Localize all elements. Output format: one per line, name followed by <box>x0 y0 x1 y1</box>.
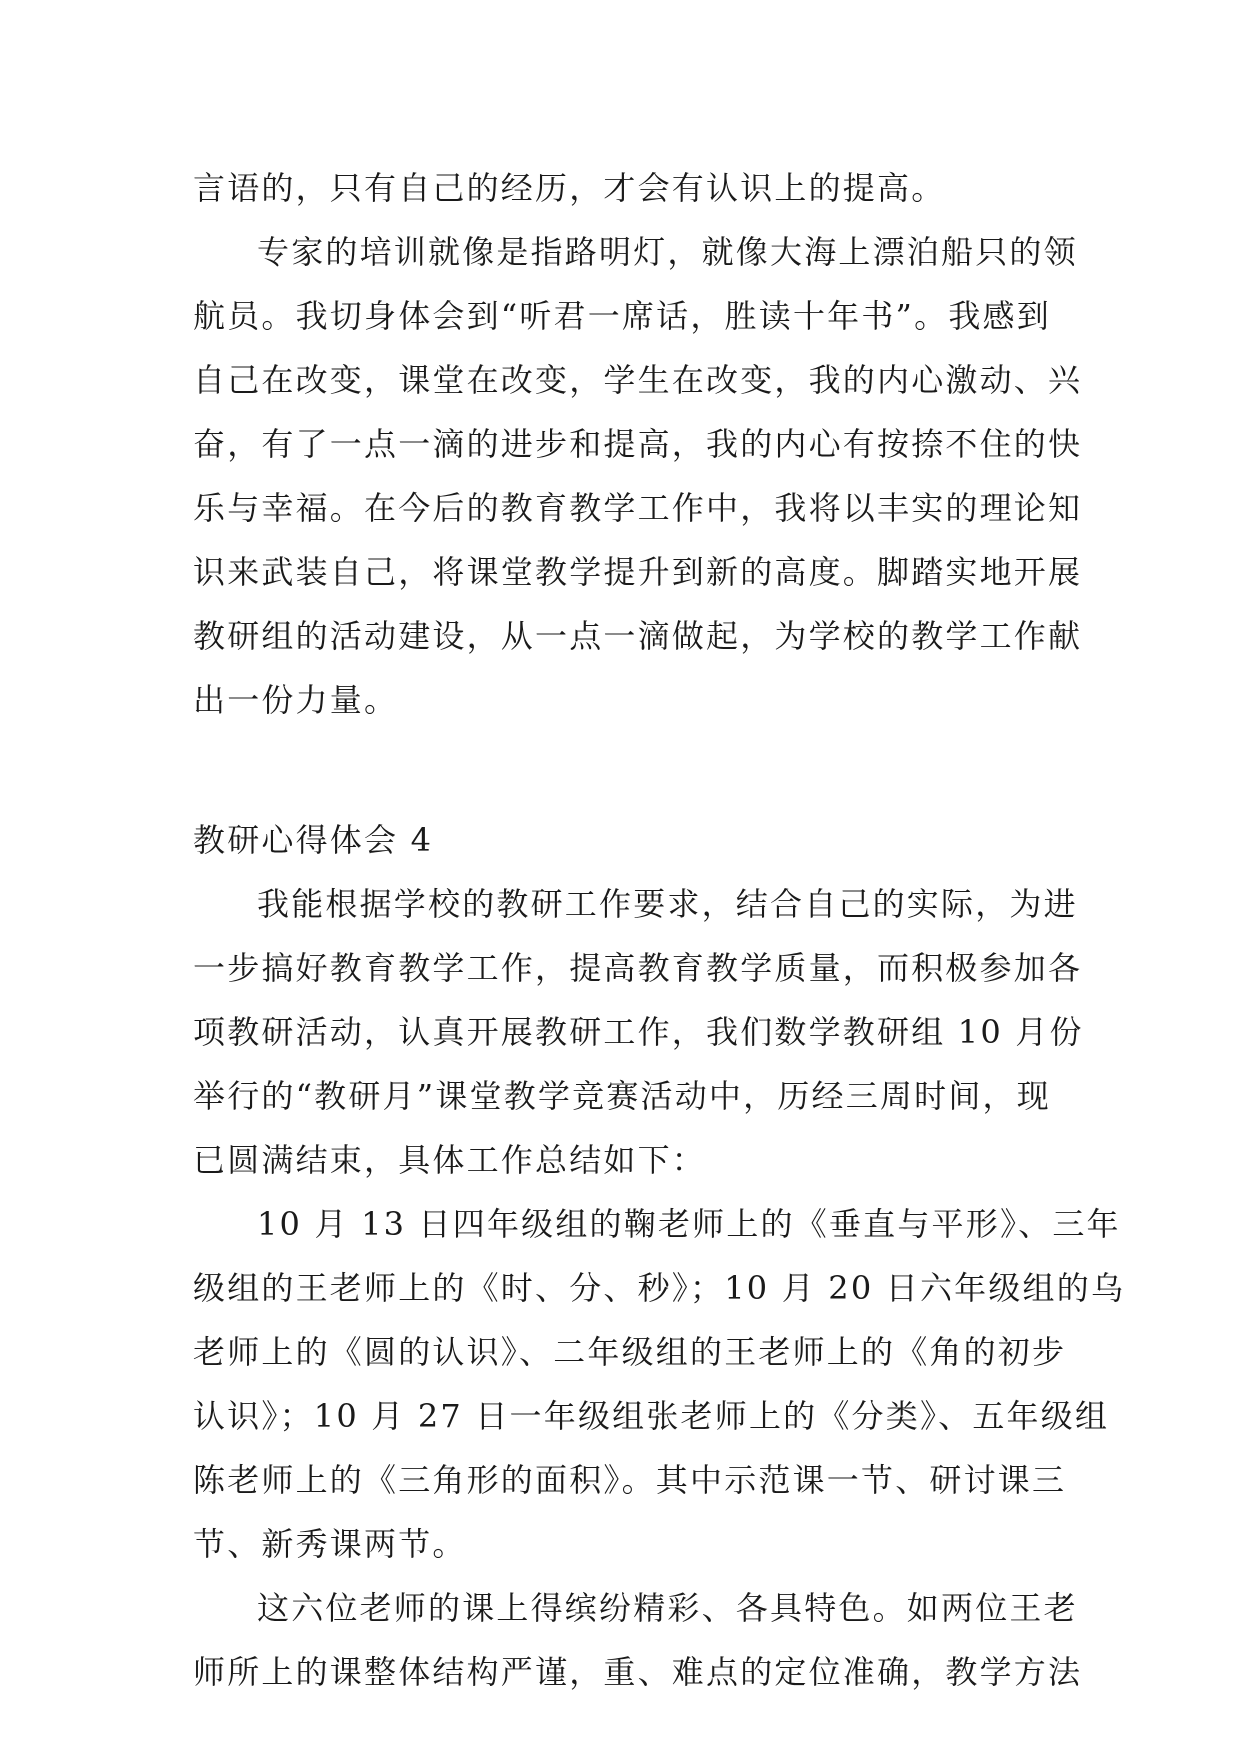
text-line: 师所上的课整体结构严谨，重、难点的定位准确，教学方法 <box>193 1653 1083 1691</box>
text-line: 航员。我切身体会到“听君一席话，胜读十年书”。我感到 <box>193 297 1051 335</box>
paragraph-start-line: 专家的培训就像是指路明灯，就像大海上漂泊船只的领 <box>257 233 1078 271</box>
text-line: 项教研活动，认真开展教研工作，我们数学教研组 10 月份 <box>193 1013 1084 1051</box>
text-line: 老师上的《圆的认识》、二年级组的王老师上的《角的初步 <box>193 1333 1067 1371</box>
text-line: 言语的，只有自己的经历，才会有认识上的提高。 <box>193 169 946 207</box>
section-gap <box>193 732 1053 808</box>
text-line: 出一份力量。 <box>193 681 399 719</box>
text-line: 陈老师上的《三角形的面积》。其中示范课一节、研讨课三 <box>193 1461 1067 1499</box>
text-line: 认识》；10 月 27 日一年级组张老师上的《分类》、五年级组 <box>193 1397 1110 1435</box>
text-line: 奋，有了一点一滴的进步和提高，我的内心有按捺不住的快 <box>193 425 1083 463</box>
text-line: 节、新秀课两节。 <box>193 1525 467 1563</box>
text-line: 已圆满结束，具体工作总结如下： <box>193 1141 707 1179</box>
text-line: 级组的王老师上的《时、分、秒》；10 月 20 日六年级组的乌 <box>193 1269 1126 1307</box>
paragraph-start-line: 10 月 13 日四年级组的鞠老师上的《垂直与平形》、三年 <box>257 1205 1121 1243</box>
text-line: 识来武装自己，将课堂教学提升到新的高度。脚踏实地开展 <box>193 553 1083 591</box>
text-line: 乐与幸福。在今后的教育教学工作中，我将以丰实的理论知 <box>193 489 1083 527</box>
text-line: 教研组的活动建设，从一点一滴做起，为学校的教学工作献 <box>193 617 1083 655</box>
text-line: 自己在改变，课堂在改变，学生在改变，我的内心激动、兴 <box>193 361 1083 399</box>
text-line: 举行的“教研月”课堂教学竞赛活动中，历经三周时间，现 <box>193 1077 1051 1115</box>
document-body <box>193 156 1126 1704</box>
paragraph-start-line: 我能根据学校的教研工作要求，结合自己的实际，为进 <box>257 885 1078 923</box>
text-line: 一步搞好教育教学工作，提高教育教学质量，而积极参加各 <box>193 949 1083 987</box>
section-heading: 教研心得体会 4 <box>193 821 434 859</box>
paragraph-start-line: 这六位老师的课上得缤纷精彩、各具特色。如两位王老 <box>257 1589 1078 1627</box>
